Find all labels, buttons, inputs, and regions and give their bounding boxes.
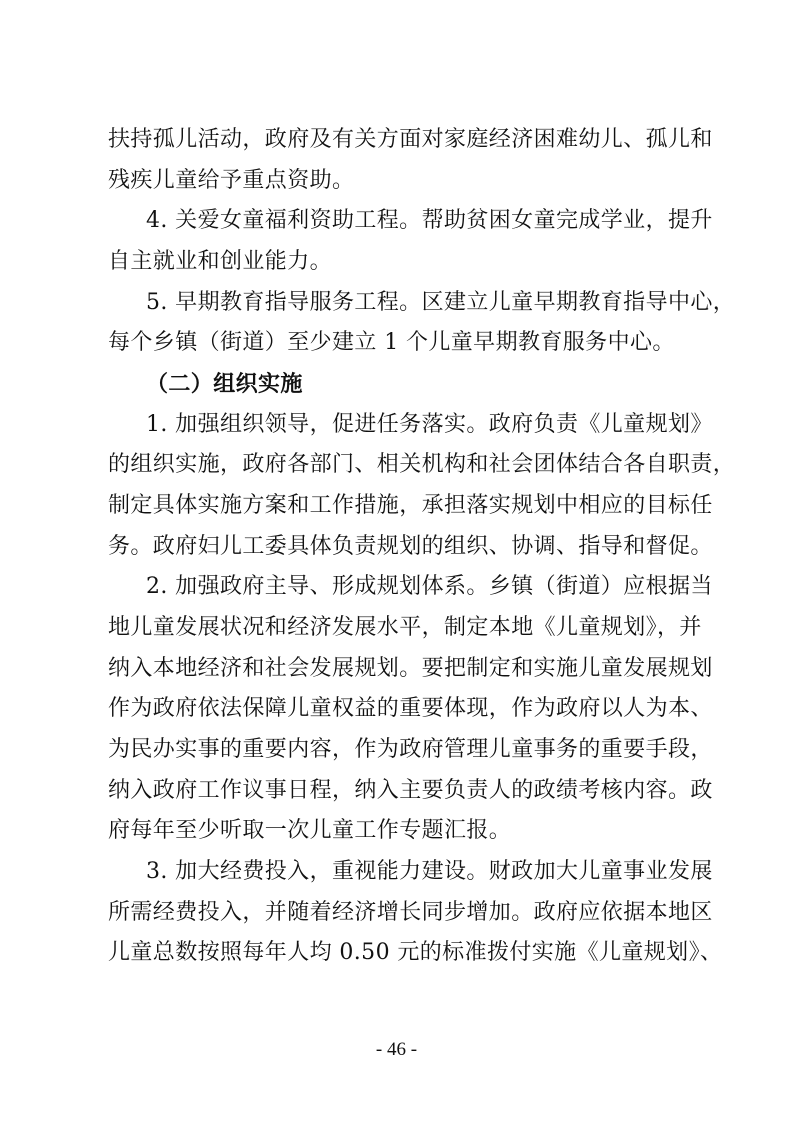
text-line: 纳入本地经济和社会发展规划。要把制定和实施儿童发展规划 xyxy=(108,656,713,681)
text-line: 制定具体实施方案和工作措施，承担落实规划中相应的目标任 xyxy=(108,493,713,518)
text-line: 2. 加强政府主导、形成规划体系。乡镇（街道）应根据当 xyxy=(146,574,713,599)
text-line: 府每年至少听取一次儿童工作专题汇报。 xyxy=(108,818,512,843)
text-line: 的组织实施，政府各部门、相关机构和社会团体结合各自职责， xyxy=(108,452,736,477)
text-line: 3. 加大经费投入，重视能力建设。财政加大儿童事业发展 xyxy=(146,859,713,884)
section-heading: （二）组织实施 xyxy=(146,371,303,397)
text-line: 务。政府妇儿工委具体负责规划的组织、协调、指导和督促。 xyxy=(108,534,713,559)
text-line: 4. 关爱女童福利资助工程。帮助贫困女童完成学业，提升 xyxy=(146,208,713,233)
text-line: 为民办实事的重要内容，作为政府管理儿童事务的重要手段， xyxy=(108,737,713,762)
text-line: 扶持孤儿活动，政府及有关方面对家庭经济困难幼儿、孤儿和 xyxy=(108,127,713,152)
text-line: 5. 早期教育指导服务工程。区建立儿童早期教育指导中心， xyxy=(146,290,736,315)
text-line: 作为政府依法保障儿童权益的重要体现，作为政府以人为本、 xyxy=(108,696,713,721)
text-line: 1. 加强组织领导，促进任务落实。政府负责《儿童规划》 xyxy=(146,412,713,437)
text-line: 所需经费投入，并随着经济增长同步增加。政府应依据本地区 xyxy=(108,900,713,925)
text-line: 残疾儿童给予重点资助。 xyxy=(108,168,355,193)
text-line: 自主就业和创业能力。 xyxy=(108,249,333,274)
text-line: 纳入政府工作议事日程，纳入主要负责人的政绩考核内容。政 xyxy=(108,778,713,803)
page-number: - 46 - xyxy=(375,1039,418,1060)
text-line: 儿童总数按照每年人均 0.50 元的标准拨付实施《儿童规划》、 xyxy=(108,940,723,965)
text-line: 地儿童发展状况和经济发展水平，制定本地《儿童规划》，并 xyxy=(108,615,702,640)
text-line: 每个乡镇（街道）至少建立 1 个儿童早期教育服务中心。 xyxy=(108,330,675,355)
